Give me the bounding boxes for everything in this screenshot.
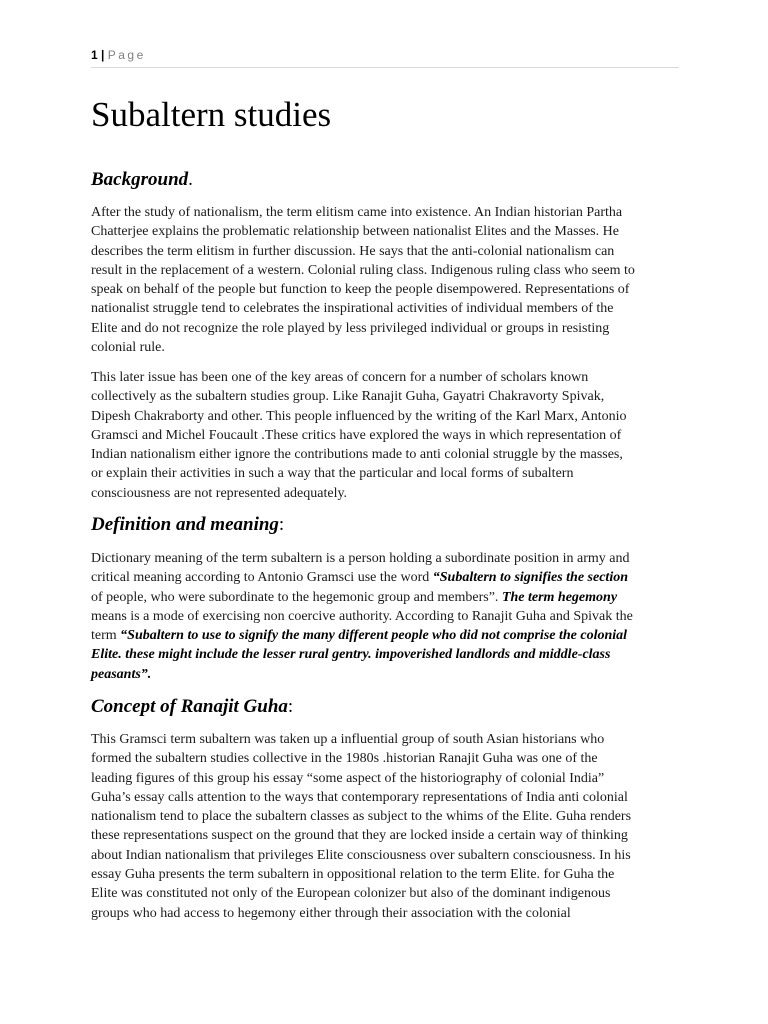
text-run: term (91, 628, 121, 644)
text-run: Guha’s essay calls attention to the ways that contemporary representations of India anti colonial (91, 789, 628, 805)
text-run: of people, who were subordinate to the hegemonic group and members”. (91, 589, 499, 605)
page-header (91, 47, 679, 68)
text-line (91, 299, 679, 318)
text-line (91, 387, 679, 406)
text-run: Elite and do not recognize the role played by less privileged individual or groups in resisting (91, 320, 610, 336)
text-run: This Gramsci term subaltern was taken up a influential group of south Asian historians who (91, 732, 605, 747)
text-line (91, 407, 679, 426)
section-heading-text: Definition and meaning (91, 514, 279, 535)
text-line (91, 865, 679, 884)
text-run: describes the term elitism in further discussion. He says that the anti-colonial nationalism can (91, 243, 615, 259)
paragraph (91, 368, 679, 503)
page-separator: | (97, 48, 108, 62)
text-line (91, 338, 679, 357)
document-title: Subaltern studies (91, 95, 332, 134)
text-line (91, 280, 679, 299)
text-run: Elite was constituted not only of the European colonizer but also of the dominant indigenous (91, 886, 611, 902)
section-heading-definition (91, 513, 284, 537)
text-line (91, 607, 679, 626)
text-line (91, 484, 679, 503)
section-heading-punct: : (278, 514, 285, 535)
text-run: Chatterjee explains the problematic relationship between nationalist Elites and the Masses. He (91, 224, 619, 240)
page-word: Page (107, 48, 146, 62)
text-line (91, 826, 679, 845)
text-run: After the study of nationalism, the term elitism came into existence. An Indian historian Partha (91, 205, 623, 220)
text-line (91, 846, 679, 865)
quoted-definition: The term hegemony (498, 589, 618, 605)
text-run: these representations suspect on the ground that they are locked inside a certain way of thinking (91, 828, 628, 844)
quoted-definition: “Subaltern to use to signify the many different people who did not comprise the colonial (120, 628, 628, 644)
text-run: means is a mode of exercising non coercive authority. According to Ranajit Guha and Spivak the (91, 608, 633, 624)
text-line (91, 749, 679, 768)
text-line (91, 769, 679, 788)
page-number: 1 (91, 48, 98, 62)
text-run: Indian nationalism either ignore the contributions made to anti colonial struggle by the masses, (91, 447, 623, 463)
text-line (91, 464, 679, 483)
quoted-definition: Elite. these might include the lesser rural gentry. impoverished landlords and middle-class (91, 647, 611, 663)
section-heading-punct: . (188, 169, 193, 190)
section-heading-text: Concept of Ranajit Guha (91, 696, 288, 717)
text-line (91, 807, 679, 826)
text-run: Dipesh Chakraborty and other. This people influenced by the writing of the Karl Marx, Antonio (91, 408, 627, 424)
text-run: nationalism tend to place the subaltern classes as subject to the whims of the Elite. Guha renders (91, 809, 632, 825)
text-line (91, 788, 679, 807)
text-run: groups who had access to hegemony either through their association with the colonial (91, 905, 571, 921)
text-line (91, 368, 679, 387)
text-run: essay Guha presents the term subaltern in oppositional relation to the term Elite. for Guha the (91, 867, 615, 883)
text-line (91, 626, 679, 645)
text-line (91, 319, 679, 338)
section-heading-concept (91, 695, 293, 719)
text-line (91, 549, 679, 568)
text-line (91, 665, 679, 684)
text-line (91, 222, 679, 241)
text-run: Dictionary meaning of the term subaltern is a person holding a subordinate position in army and (91, 551, 630, 566)
text-run: formed the subaltern studies collective in the 1980s .historian Ranajit Guha was one of the (91, 751, 598, 767)
text-line (91, 904, 679, 923)
text-run: Gramsci and Michel Foucault .These critics have explored the ways in which representation of (91, 427, 622, 443)
text-run: consciousness are not represented adequately. (91, 485, 348, 501)
text-line (91, 445, 679, 464)
paragraph (91, 730, 679, 923)
section-heading-punct: : (287, 696, 294, 717)
text-run: colonial rule. (91, 340, 165, 356)
text-run: critical meaning according to Antonio Gramsci use the word (91, 570, 433, 586)
quoted-definition: peasants”. (91, 666, 152, 682)
text-line (91, 426, 679, 445)
section-heading-text: Background (91, 169, 189, 190)
text-run: nationalist struggle tend to celebrates the inspirational activities of individual members of the (91, 301, 614, 317)
text-line (91, 261, 679, 280)
quoted-definition: “Subaltern to signifies the section (432, 570, 628, 586)
text-run: about Indian nationalism that privileges Elite consciousness over subaltern consciousness. In his (91, 847, 631, 863)
text-line (91, 203, 679, 222)
text-run: result in the replacement of a western. Colonial ruling class. Indigenous ruling class who seem to (91, 262, 635, 278)
text-run: collectively as the subaltern studies group. Like Ranajit Guha, Gayatri Chakravorty Spivak, (91, 389, 605, 405)
paragraph (91, 549, 679, 684)
text-line (91, 645, 679, 664)
text-line (91, 884, 679, 903)
text-line (91, 588, 679, 607)
text-run: speak on behalf of the people but function to keep the people disempowered. Representations of (91, 282, 630, 298)
text-run: leading figures of this group his essay “some aspect of the historiography of colonial India” (91, 770, 605, 786)
paragraph (91, 203, 679, 357)
text-line (91, 568, 679, 587)
section-heading-background (91, 168, 193, 192)
text-run: This later issue has been one of the key areas of concern for a number of scholars known (91, 370, 589, 385)
text-run: or explain their activities in such a way that the particular and local forms of subaltern (91, 466, 574, 482)
text-line (91, 242, 679, 261)
text-line (91, 730, 679, 749)
